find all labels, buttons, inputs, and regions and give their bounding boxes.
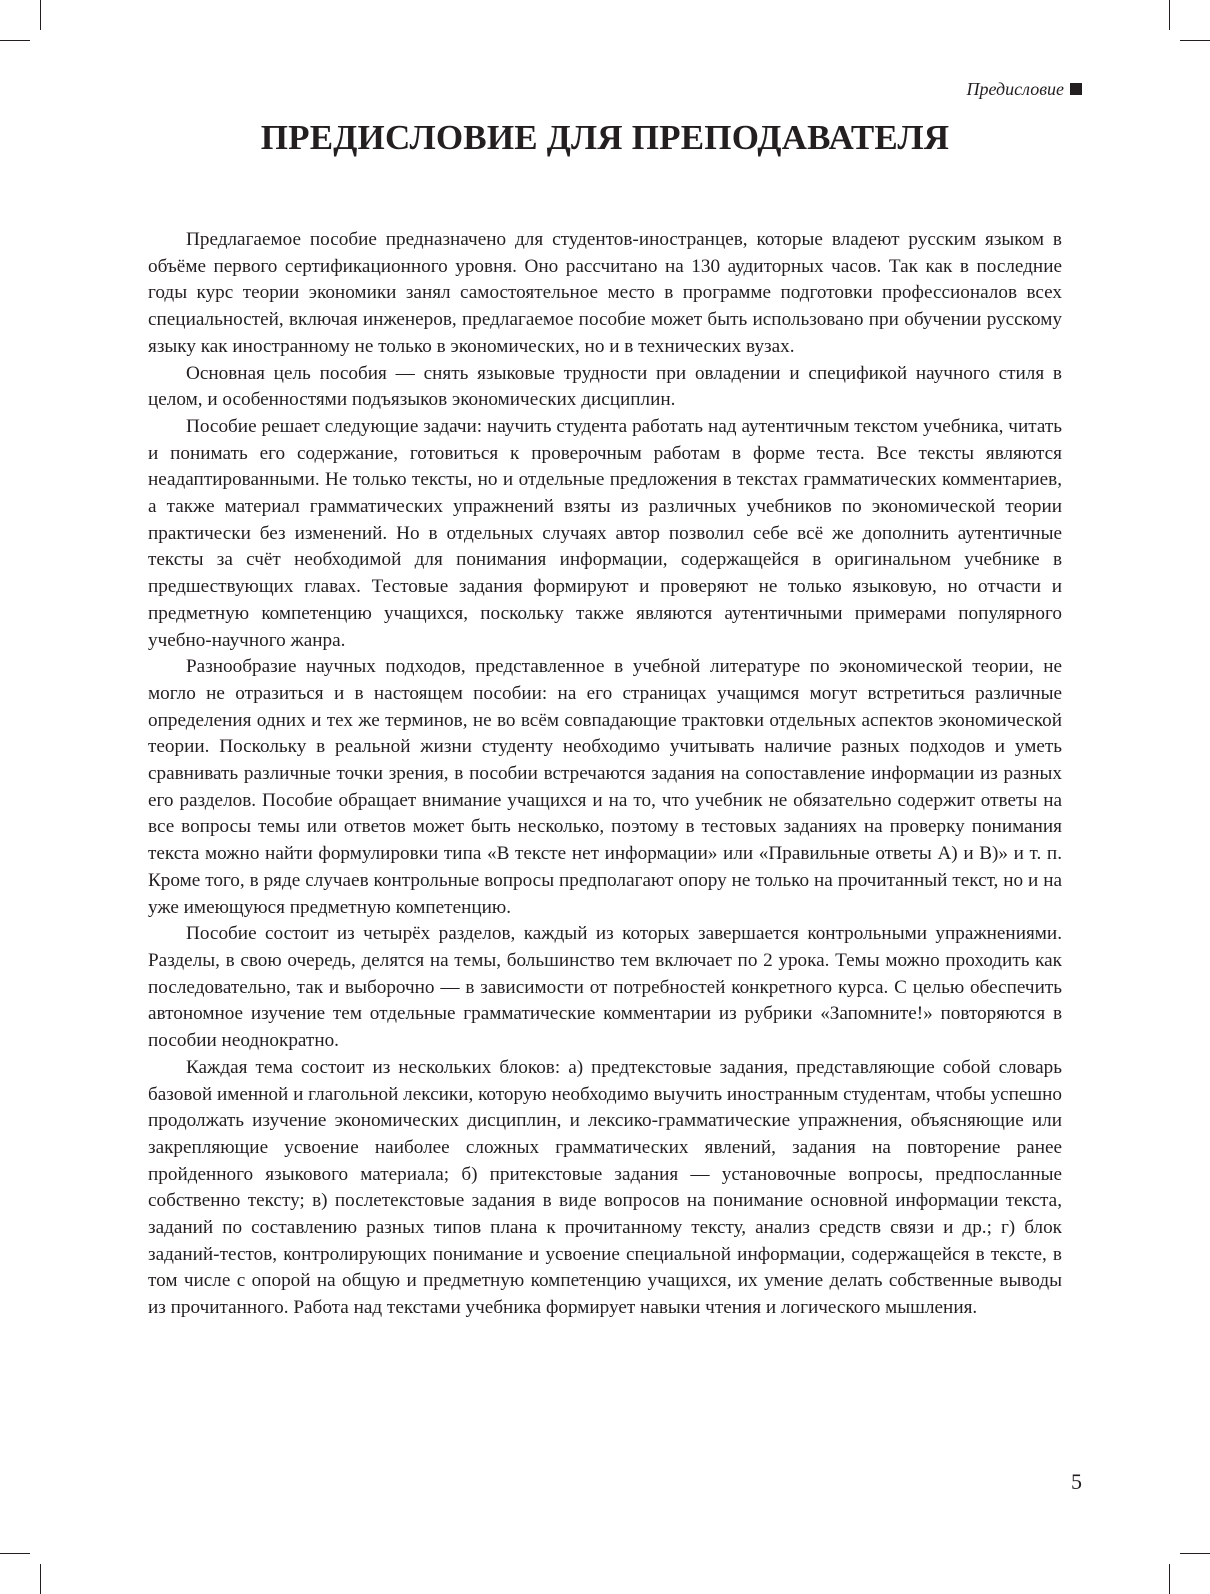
page-number: 5 (1071, 1469, 1082, 1494)
paragraph-3: Пособие решает следующие задачи: научить студента работать над аутентичным текстом учебника, читать и понимать его содержание, готовиться к проверочным работам в форме теста. Все тексты являются неадаптированными. Не только тексты, но и отдельные предложения в текстах грамматических комментариев, а также материал грамматических упражнений взяты из различных учебников по экономической теории практически без изменений. Но в отдельных случаях автор позволил себе всё же дополнить аутентичные тексты за счёт необходимой для понимания информации, содержащейся в оригинальном учебнике в предшествующих главах. Тестовые задания формируют и проверяют не только языковую, но отчасти и предметную компетенцию учащихся, поскольку также являются аутентичными примерами популярного учебно-научного жанра. (148, 415, 1062, 651)
body-text (148, 227, 1062, 1322)
paragraph-1: Предлагаемое пособие предназначено для студентов-иностранцев, которые владеют русским языком в объёме первого сертификационного уровня. Оно рассчитано на 130 аудиторных часов. Так как в последние годы курс теории экономики занял самостоятельное место в программе подготовки профессионалов всех специальностей, включая инженеров, предлагаемое пособие может быть использовано при обучении русскому языку как иностранному не только в экономических, но и в технических вузах. (148, 229, 1062, 357)
crop-mark-bottom-left-h (0, 1553, 30, 1554)
paragraph-6: Каждая тема состоит из нескольких блоков: а) предтекстовые задания, представляющие собой словарь базовой именной и глагольной лексики, которую необходимо выучить иностранным студентам, чтобы успешно продолжать изучение экономических дисциплин, и лексико-грамматические упражнения, объясняющие или закрепляющие усвоение наиболее сложных грамматических явлений, задания на повторение ранее пройденного языкового материала; б) притекстовые задания — установочные вопросы, предпосланные собственно тексту; в) послетекстовые задания в виде вопросов на понимание основной информации текста, заданий по составлению разных типов плана к прочитанному тексту, анализ средств связи и др.; г) блок заданий-тестов, контролирующих понимание и усвоение специальной информации, содержащейся в тексте, в том числе с опорой на общую и предметную компетенцию учащихся, их умение делать собственные выводы из прочитанного. Работа над текстами учебника формирует навыки чтения и логического мышления. (148, 1056, 1062, 1319)
square-marker-icon (1070, 83, 1082, 95)
crop-mark-top-right-v (1169, 0, 1170, 30)
crop-mark-bottom-right-h (1180, 1553, 1210, 1554)
crop-mark-bottom-left-v (40, 1564, 41, 1594)
paragraph-4: Разнообразие научных подходов, представленное в учебной литературе по экономической теории, не могло не отразиться и в настоящем пособии: на его страницах учащимся могут встретиться различные определения одних и тех же терминов, не во всём совпадающие трактовки отдельных аспектов экономической теории. Поскольку в реальной жизни студенту необходимо учитывать наличие разных подходов и уметь сравнивать различные точки зрения, в пособии встречаются задания на сопоставление информации из разных его разделов. Пособие обращает внимание учащихся и на то, что учебник не обязательно содержит ответы на все вопросы темы или ответов может быть несколько, поэтому в тестовых заданиях на проверку понимания текста можно найти формулировки типа «В тексте нет информации» или «Правильные ответы А) и В)» и т. п. Кроме того, в ряде случаев контрольные вопросы предполагают опору не только на прочитанный текст, но и на уже имеющуюся предметную компетенцию. (148, 656, 1062, 918)
running-head (966, 77, 1082, 101)
crop-mark-top-left-h (0, 40, 30, 41)
paragraph-5: Пособие состоит из четырёх разделов, каждый из которых завершается контрольными упражнениями. Разделы, в свою очередь, делятся на темы, большинство тем включает по 2 урока. Темы можно проходить как последовательно, так и выборочно — в зависимости от потребностей конкретного курса. С целью обеспечить автономное изучение тем отдельные грамматические комментарии из рубрики «Запомните!» повторяются в пособии неоднократно. (148, 923, 1062, 1052)
crop-mark-bottom-right-v (1169, 1564, 1170, 1594)
crop-mark-top-left-v (40, 0, 41, 30)
page-title: ПРЕДИСЛОВИЕ ДЛЯ ПРЕПОДАВАТЕЛЯ (260, 118, 950, 157)
crop-mark-top-right-h (1180, 40, 1210, 41)
running-head-label: Предисловие (966, 79, 1064, 99)
paragraph-2: Основная цель пособия — снять языковые трудности при овладении и спецификой научного стиля в целом, и особенностями подъязыков экономических дисциплин. (148, 362, 1062, 411)
